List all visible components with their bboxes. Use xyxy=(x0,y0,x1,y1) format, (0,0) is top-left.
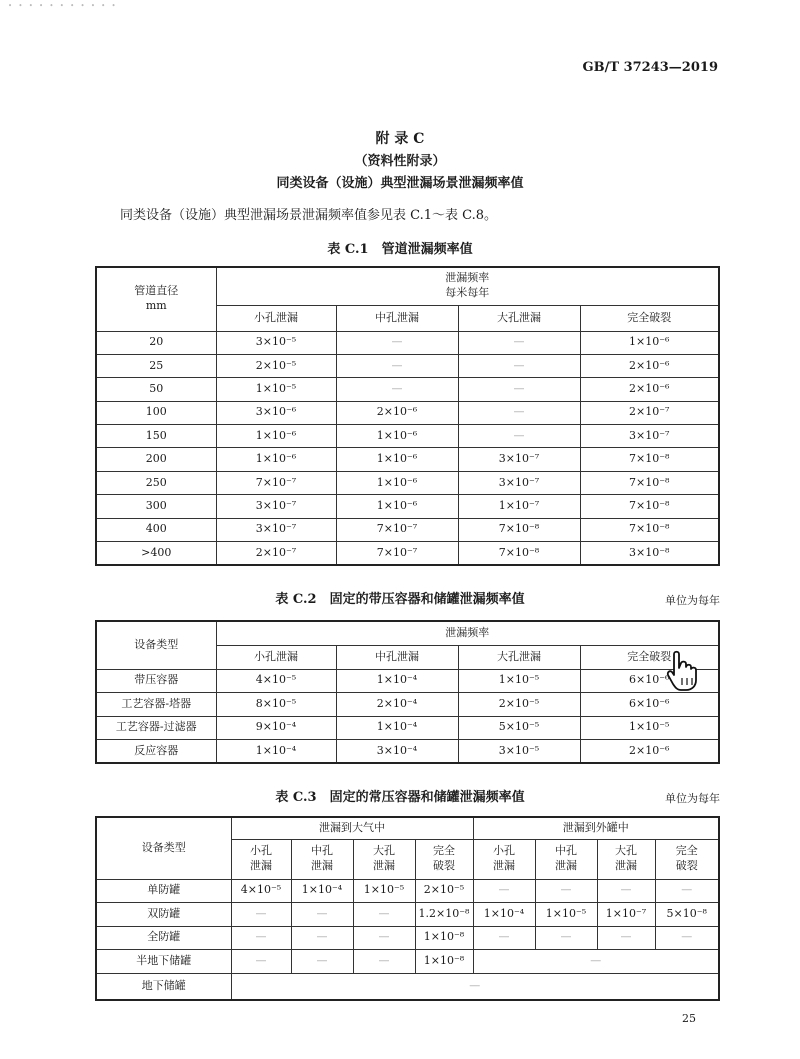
table-row xyxy=(96,471,719,494)
table1-group-header xyxy=(216,267,719,305)
frequency-cell: — xyxy=(458,354,580,377)
diameter-cell: 100 xyxy=(96,401,216,424)
table-row xyxy=(96,740,719,764)
frequency-cell: — xyxy=(597,926,655,950)
frequency-cell: 2×10⁻⁶ xyxy=(580,354,719,377)
table2-unit: 单位为每年 xyxy=(665,594,720,607)
frequency-cell: — xyxy=(655,926,719,950)
frequency-cell: 2×10⁻⁶ xyxy=(336,401,458,424)
frequency-cell: — xyxy=(336,331,458,354)
frequency-cell: 3×10⁻⁵ xyxy=(216,331,336,354)
frequency-cell: 7×10⁻⁸ xyxy=(458,518,580,541)
table3-col-header-line2: 破裂 xyxy=(675,859,698,872)
frequency-cell: 7×10⁻⁸ xyxy=(580,471,719,494)
page-number: 25 xyxy=(682,1012,696,1025)
table3-col-header-line1: 小孔 xyxy=(493,844,515,858)
frequency-cell: 5×10⁻⁸ xyxy=(655,903,719,927)
device-type-cell: 全防罐 xyxy=(96,926,231,950)
table3-group-atmosphere: 泄漏到大气中 xyxy=(231,817,473,839)
frequency-cell: — xyxy=(473,926,535,950)
frequency-cell: 3×10⁻⁷ xyxy=(458,471,580,494)
frequency-cell: 4×10⁻⁵ xyxy=(231,879,291,903)
frequency-cell: — xyxy=(458,401,580,424)
frequency-cell: 2×10⁻⁵ xyxy=(216,354,336,377)
frequency-cell: 3×10⁻⁵ xyxy=(458,740,580,764)
frequency-cell: 1×10⁻⁶ xyxy=(580,331,719,354)
table3-col-header xyxy=(597,839,655,879)
frequency-cell: 2×10⁻⁵ xyxy=(458,693,580,717)
frequency-cell: 1.2×10⁻⁸ xyxy=(415,903,473,927)
diameter-cell: 20 xyxy=(96,331,216,354)
frequency-cell: — xyxy=(473,879,535,903)
diameter-cell: 300 xyxy=(96,495,216,518)
frequency-cell: — xyxy=(231,926,291,950)
table2-col-header: 大孔泄漏 xyxy=(458,645,580,669)
device-type-cell: 单防罐 xyxy=(96,879,231,903)
frequency-cell: 8×10⁻⁵ xyxy=(216,693,336,717)
table-c1 xyxy=(95,266,720,566)
table-row xyxy=(96,354,719,377)
table3-col-header xyxy=(535,839,597,879)
table3-col-header-line2: 泄漏 xyxy=(615,859,637,872)
frequency-cell: 7×10⁻⁸ xyxy=(580,495,719,518)
frequency-cell: 1×10⁻⁸ xyxy=(415,926,473,950)
frequency-cell: 2×10⁻⁵ xyxy=(415,879,473,903)
frequency-cell: 3×10⁻⁴ xyxy=(336,740,458,764)
appendix-title: 附 录 C xyxy=(375,131,425,147)
table3-col-header-line2: 泄漏 xyxy=(250,859,272,872)
table1-col-header: 小孔泄漏 xyxy=(216,305,336,331)
frequency-cell: 1×10⁻⁴ xyxy=(216,740,336,764)
table3-col-header-line2: 泄漏 xyxy=(555,859,577,872)
frequency-cell: 1×10⁻⁷ xyxy=(597,903,655,927)
table-c2 xyxy=(95,620,720,764)
frequency-cell: 3×10⁻⁶ xyxy=(216,401,336,424)
table2-col-header: 小孔泄漏 xyxy=(216,645,336,669)
table2-group-header: 泄漏频率 xyxy=(216,621,719,645)
table3-body xyxy=(96,879,719,1000)
table2-caption: 表 C.2 固定的带压容器和储罐泄漏频率值 xyxy=(275,592,525,607)
table3-col-header-line1: 大孔 xyxy=(615,844,637,858)
diameter-cell: 150 xyxy=(96,425,216,448)
frequency-cell: — xyxy=(353,926,415,950)
frequency-cell: — xyxy=(353,903,415,927)
appendix-subtitle: （资料性附录） xyxy=(354,154,446,169)
frequency-cell: 3×10⁻⁷ xyxy=(580,425,719,448)
frequency-cell: 4×10⁻⁵ xyxy=(216,669,336,693)
standard-number: GB/T 37243—2019 xyxy=(582,60,718,75)
table3-col-header-line2: 破裂 xyxy=(433,859,455,872)
frequency-cell: 1×10⁻⁶ xyxy=(216,425,336,448)
device-type-cell: 反应容器 xyxy=(96,740,216,764)
frequency-cell: 1×10⁻⁴ xyxy=(336,669,458,693)
table3-col-header xyxy=(415,839,473,879)
table1-col-header: 完全破裂 xyxy=(580,305,719,331)
device-type-cell: 工艺容器-塔器 xyxy=(96,693,216,717)
diameter-cell: 25 xyxy=(96,354,216,377)
frequency-cell: 1×10⁻⁴ xyxy=(291,879,353,903)
table-row xyxy=(96,879,719,903)
table-row xyxy=(96,425,719,448)
table3-device-header: 设备类型 xyxy=(96,817,231,879)
top-dots: • • • • • • • • • • • xyxy=(8,2,118,10)
frequency-cell: 1×10⁻⁵ xyxy=(535,903,597,927)
table3-col-header-line1: 完全 xyxy=(433,844,455,858)
frequency-cell: 1×10⁻⁷ xyxy=(458,495,580,518)
table-row xyxy=(96,518,719,541)
table1-col-header: 中孔泄漏 xyxy=(336,305,458,331)
frequency-cell: 1×10⁻⁴ xyxy=(473,903,535,927)
table-row xyxy=(96,903,719,927)
table2-device-header: 设备类型 xyxy=(96,621,216,669)
table-row xyxy=(96,669,719,693)
table1-group-line2: 每米每年 xyxy=(445,286,490,300)
table-row xyxy=(96,331,719,354)
frequency-cell: — xyxy=(336,354,458,377)
table-row xyxy=(96,542,719,565)
table3-caption: 表 C.3 固定的常压容器和储罐泄漏频率值 xyxy=(275,790,525,805)
frequency-cell: — xyxy=(336,378,458,401)
frequency-cell: — xyxy=(291,903,353,927)
table-c3 xyxy=(95,816,720,1001)
table3-unit: 单位为每年 xyxy=(665,792,720,805)
frequency-cell: 1×10⁻⁵ xyxy=(216,378,336,401)
table2-col-header: 中孔泄漏 xyxy=(336,645,458,669)
frequency-cell: — xyxy=(655,879,719,903)
device-type-cell: 半地下储罐 xyxy=(96,950,231,974)
table1-col0-line1: 管道直径 xyxy=(134,284,179,298)
device-type-cell: 工艺容器-过滤器 xyxy=(96,716,216,740)
frequency-cell: 2×10⁻⁷ xyxy=(216,542,336,565)
diameter-cell: 200 xyxy=(96,448,216,471)
diameter-cell: 400 xyxy=(96,518,216,541)
frequency-cell: 2×10⁻⁶ xyxy=(580,378,719,401)
frequency-cell: 1×10⁻⁶ xyxy=(336,448,458,471)
frequency-cell: — xyxy=(458,425,580,448)
frequency-cell: 2×10⁻⁴ xyxy=(336,693,458,717)
table-row xyxy=(96,495,719,518)
table-row xyxy=(96,926,719,950)
frequency-cell: — xyxy=(458,331,580,354)
frequency-cell: — xyxy=(535,926,597,950)
frequency-cell: 3×10⁻⁷ xyxy=(216,518,336,541)
table-row xyxy=(96,716,719,740)
frequency-cell: 2×10⁻⁷ xyxy=(580,401,719,424)
table1-diameter-header xyxy=(96,267,216,331)
frequency-cell: 7×10⁻⁷ xyxy=(336,542,458,565)
table3-col-header xyxy=(473,839,535,879)
frequency-cell: — xyxy=(535,879,597,903)
table3-group-outer-tank: 泄漏到外罐中 xyxy=(473,817,719,839)
frequency-cell: 3×10⁻⁷ xyxy=(216,495,336,518)
table3-col-header-line1: 小孔 xyxy=(250,844,272,858)
table3-col-header xyxy=(231,839,291,879)
frequency-cell: — xyxy=(291,950,353,974)
table2-body xyxy=(96,669,719,763)
intro-paragraph: 同类设备（设施）典型泄漏场景泄漏频率值参见表 C.1～表 C.8。 xyxy=(120,208,498,223)
table1-col-header: 大孔泄漏 xyxy=(458,305,580,331)
frequency-cell: — xyxy=(231,903,291,927)
frequency-cell: 7×10⁻⁸ xyxy=(458,542,580,565)
frequency-cell: 7×10⁻⁸ xyxy=(580,448,719,471)
frequency-cell: 6×10⁻⁶ xyxy=(580,669,719,693)
table3-col-header-line2: 泄漏 xyxy=(373,859,395,872)
frequency-cell: 1×10⁻⁶ xyxy=(216,448,336,471)
diameter-cell: 50 xyxy=(96,378,216,401)
frequency-cell: 7×10⁻⁷ xyxy=(336,518,458,541)
frequency-cell: 1×10⁻⁴ xyxy=(336,716,458,740)
frequency-cell: — xyxy=(231,973,719,1000)
frequency-cell: 6×10⁻⁶ xyxy=(580,693,719,717)
table3-col-header-line1: 完全 xyxy=(675,844,698,858)
frequency-cell: 5×10⁻⁵ xyxy=(458,716,580,740)
frequency-cell: — xyxy=(291,926,353,950)
frequency-cell: — xyxy=(231,950,291,974)
frequency-cell: — xyxy=(473,950,719,974)
table1-caption: 表 C.1 管道泄漏频率值 xyxy=(327,242,473,257)
table-row xyxy=(96,448,719,471)
frequency-cell: 9×10⁻⁴ xyxy=(216,716,336,740)
table-row xyxy=(96,378,719,401)
table3-col-header-line2: 泄漏 xyxy=(311,859,333,872)
device-type-cell: 地下储罐 xyxy=(96,973,231,1000)
frequency-cell: 2×10⁻⁶ xyxy=(580,740,719,764)
frequency-cell: 1×10⁻⁶ xyxy=(336,425,458,448)
table1-col0-line2: mm xyxy=(145,299,167,313)
frequency-cell: 1×10⁻⁶ xyxy=(336,471,458,494)
table3-col-header xyxy=(655,839,719,879)
table3-col-header xyxy=(291,839,353,879)
table1-group-line1: 泄漏频率 xyxy=(445,271,490,285)
table3-col-header-line1: 大孔 xyxy=(373,844,395,858)
device-type-cell: 带压容器 xyxy=(96,669,216,693)
table3-col-header-line1: 中孔 xyxy=(555,844,577,858)
appendix-heading: 同类设备（设施）典型泄漏场景泄漏频率值 xyxy=(276,176,524,191)
table3-col-header-line2: 泄漏 xyxy=(493,859,515,872)
table3-col-header-line1: 中孔 xyxy=(311,844,333,858)
table-row xyxy=(96,401,719,424)
device-type-cell: 双防罐 xyxy=(96,903,231,927)
frequency-cell: 7×10⁻⁸ xyxy=(580,518,719,541)
hand-cursor-icon xyxy=(666,650,700,692)
table2-col-header: 完全破裂 xyxy=(580,645,719,669)
frequency-cell: 3×10⁻⁸ xyxy=(580,542,719,565)
table1-body xyxy=(96,331,719,565)
table3-col-header xyxy=(353,839,415,879)
table-row xyxy=(96,950,719,974)
table-row xyxy=(96,693,719,717)
frequency-cell: 7×10⁻⁷ xyxy=(216,471,336,494)
diameter-cell: >400 xyxy=(96,542,216,565)
frequency-cell: 3×10⁻⁷ xyxy=(458,448,580,471)
frequency-cell: 1×10⁻⁵ xyxy=(458,669,580,693)
frequency-cell: 1×10⁻⁵ xyxy=(580,716,719,740)
table-row xyxy=(96,973,719,1000)
frequency-cell: 1×10⁻⁵ xyxy=(353,879,415,903)
frequency-cell: — xyxy=(597,879,655,903)
frequency-cell: 1×10⁻⁶ xyxy=(336,495,458,518)
diameter-cell: 250 xyxy=(96,471,216,494)
frequency-cell: 1×10⁻⁸ xyxy=(415,950,473,974)
frequency-cell: — xyxy=(353,950,415,974)
frequency-cell: — xyxy=(458,378,580,401)
